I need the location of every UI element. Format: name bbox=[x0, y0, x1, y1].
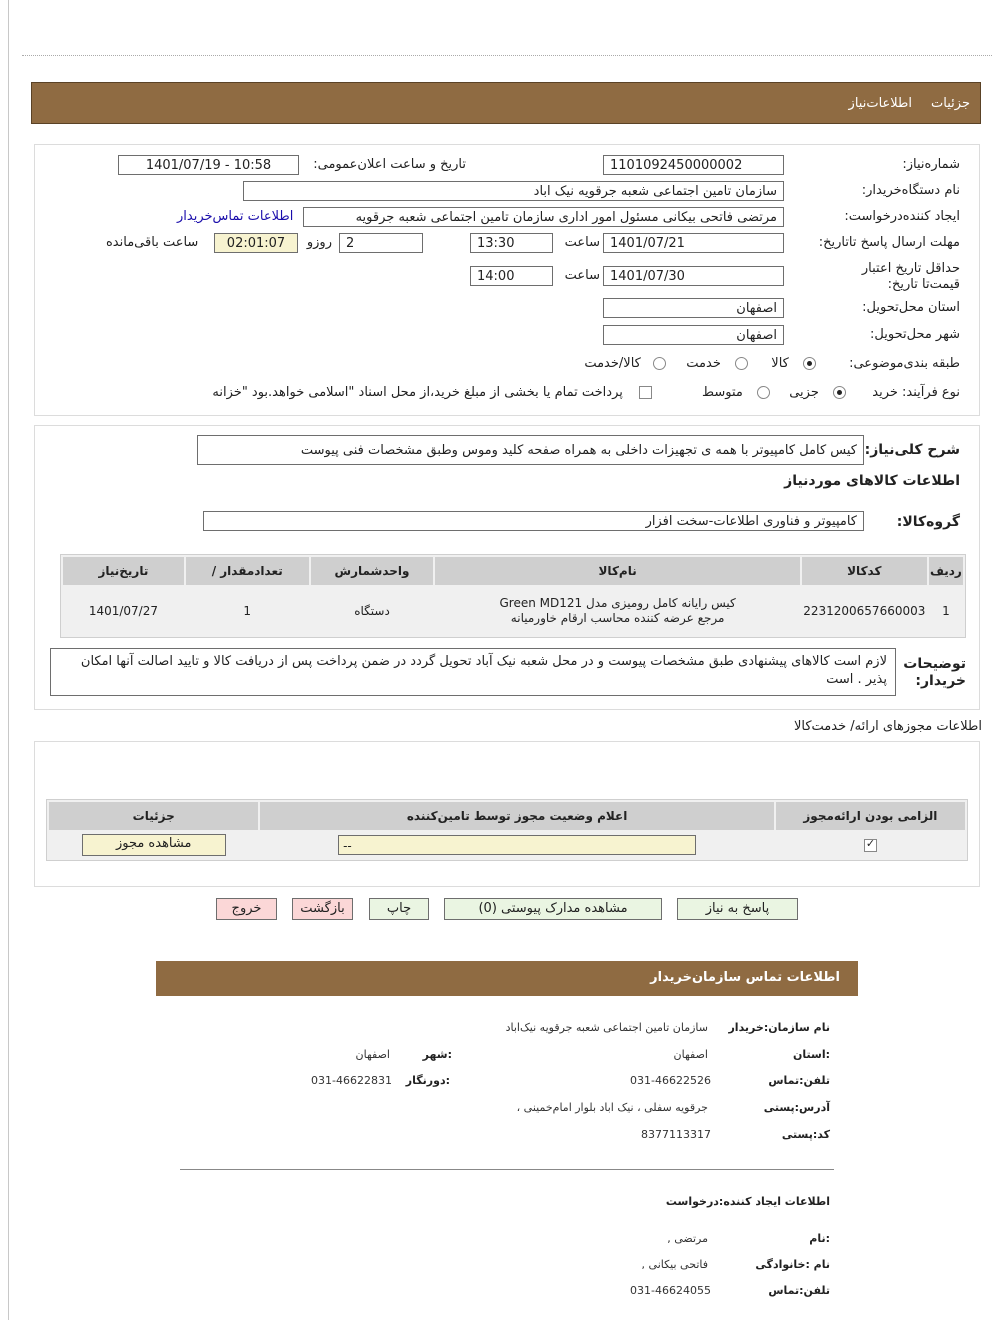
remaining-time-field: 02:01:07 bbox=[214, 233, 298, 253]
buyer-org-label: نام دستگاه‌خریدار: bbox=[861, 183, 960, 198]
city-label: شهر محل‌تحویل: bbox=[870, 327, 960, 342]
view-permit-button[interactable]: مشاهده مجوز bbox=[82, 834, 226, 856]
creator-phone-label: تلفن:تماس bbox=[768, 1284, 830, 1297]
contact-divider bbox=[180, 1169, 834, 1170]
contact-city-label: :شهر bbox=[422, 1048, 452, 1061]
goods-info-title: اطلاعات کالاهای موردنیاز bbox=[784, 473, 960, 489]
remaining-label: ساعت باقی‌مانده bbox=[106, 235, 199, 250]
goods-group-field: کامپیوتر و فناوری اطلاعات-سخت افزار bbox=[203, 511, 864, 531]
permits-table bbox=[47, 800, 967, 860]
creator-family-value: فاتحی بیکانی , bbox=[641, 1258, 708, 1271]
payment-note: پرداخت تمام یا بخشی از مبلغ خرید،از محل اسناد "اسلامی خواهد.بود "خزانه bbox=[212, 385, 623, 400]
goods-table-wrap bbox=[60, 554, 966, 638]
contact-org-value: سازمان تامین اجتماعی شعبه جرقویه نیک‌اباد bbox=[505, 1021, 708, 1034]
radio-both-label: کالا/خدمت bbox=[584, 356, 641, 371]
contact-org-label: نام سازمان:خریدار bbox=[728, 1021, 830, 1034]
province-label: استان محل‌تحویل: bbox=[862, 300, 960, 315]
radio-goods-label: کالا bbox=[771, 356, 789, 371]
col-details: جزئیات bbox=[49, 802, 258, 830]
table-row bbox=[49, 832, 965, 858]
validity-label: حداقل تاریخ اعتبار قیمت‌تا تاریخ: bbox=[861, 261, 960, 292]
col-required: الزامی بودن ارائه‌مجوز bbox=[776, 802, 965, 830]
contact-fax-value: 031-46622831 bbox=[311, 1074, 392, 1087]
cell-name bbox=[435, 587, 799, 635]
category-radio-service[interactable] bbox=[686, 356, 748, 371]
category-radio-both[interactable] bbox=[584, 356, 666, 371]
print-button[interactable]: چاپ bbox=[369, 898, 429, 920]
deadline-time-label: ساعت bbox=[564, 235, 600, 250]
required-checkbox[interactable] bbox=[864, 839, 877, 852]
category-radio-goods[interactable] bbox=[771, 356, 816, 371]
creator-phone-value: 031-46624055 bbox=[630, 1284, 711, 1297]
radio-service[interactable] bbox=[735, 357, 748, 370]
process-radio-minor[interactable] bbox=[789, 385, 846, 400]
contact-fax-label: :دورنگار bbox=[405, 1074, 450, 1087]
radio-goods[interactable] bbox=[803, 357, 816, 370]
buyer-notes-label: توضیحات خریدار: bbox=[903, 656, 966, 689]
breadcrumb-need-info[interactable]: اطلاعات‌نیاز bbox=[848, 96, 912, 111]
deadline-time-field: 13:30 bbox=[470, 233, 553, 253]
goods-table bbox=[61, 555, 965, 637]
need-number-field: 1101092450000002 bbox=[603, 155, 784, 175]
radio-minor[interactable] bbox=[833, 386, 846, 399]
radio-minor-label: جزیی bbox=[789, 385, 819, 400]
days-label: روزو bbox=[306, 235, 332, 250]
contact-phone-value: 031-46622526 bbox=[630, 1074, 711, 1087]
contact-phone-label: تلفن:تماس bbox=[768, 1074, 830, 1087]
col-qty: تعداد‌مقدار / bbox=[186, 557, 309, 585]
announce-field: 1401/07/19 - 10:58 bbox=[118, 155, 299, 175]
radio-medium-label: متوسط bbox=[702, 385, 743, 400]
top-dotted-rule bbox=[22, 55, 992, 56]
payment-checkbox-row[interactable] bbox=[212, 385, 652, 400]
col-row: ردیف bbox=[929, 557, 963, 585]
cell-qty: 1 bbox=[243, 604, 252, 618]
contact-postal-value: 8377113317 bbox=[641, 1128, 711, 1141]
col-code: کدکالا bbox=[802, 557, 927, 585]
cell-name-text: کیس رایانه کامل رومیزی مدل Green MD121 مرجع عرضه کننده محاسب ارقام خاورمیانه bbox=[499, 596, 736, 625]
col-date: تاریخ‌نیاز bbox=[63, 557, 184, 585]
description-label: شرح کلی‌نیاز: bbox=[864, 442, 960, 458]
process-radio-medium[interactable] bbox=[702, 385, 770, 400]
process-label: نوع فرآیند: خرید bbox=[872, 385, 960, 400]
creator-label: ایجاد کننده‌درخواست: bbox=[844, 209, 960, 224]
col-status: اعلام وضعیت مجوز توسط تامین‌کننده bbox=[260, 802, 773, 830]
payment-checkbox[interactable] bbox=[639, 386, 652, 399]
buyer-org-field: سازمان تامین اجتماعی شعبه جرقویه نیک اباد bbox=[243, 181, 784, 201]
creator-family-label: نام :خانوادگی bbox=[755, 1258, 830, 1271]
creator-name-label: :نام bbox=[809, 1232, 830, 1245]
left-border bbox=[8, 0, 9, 1320]
cell-code: 2231200657660003 bbox=[803, 604, 926, 618]
province-field: اصفهان bbox=[603, 298, 784, 318]
col-unit: واحدشمارش bbox=[311, 557, 434, 585]
category-label: طبقه بندی‌موضوعی: bbox=[849, 356, 960, 371]
validity-date-field: 1401/07/30 bbox=[603, 266, 784, 286]
cell-unit: دستگاه bbox=[354, 604, 390, 618]
contact-header-bar bbox=[156, 961, 858, 996]
validity-time-label: ساعت bbox=[564, 268, 600, 283]
reply-button[interactable]: پاسخ به نیاز bbox=[677, 898, 798, 920]
contact-header-title: اطلاعات تماس سازمان‌خریدار bbox=[650, 970, 840, 985]
radio-both[interactable] bbox=[653, 357, 666, 370]
permits-table-wrap bbox=[46, 799, 968, 861]
cell-required bbox=[776, 832, 965, 858]
view-docs-button[interactable]: مشاهده مدارک پیوستی (0) bbox=[444, 898, 662, 920]
contact-province-value: اصفهان bbox=[673, 1048, 708, 1061]
top-header-bar bbox=[31, 82, 981, 124]
permits-table-header bbox=[49, 802, 965, 830]
creator-name-value: مرتضی , bbox=[667, 1232, 708, 1245]
table-row bbox=[63, 587, 963, 635]
radio-medium[interactable] bbox=[757, 386, 770, 399]
creator-field: مرتضی فاتحی بیکانی مسئول امور اداری سازمان تامین اجتماعی شعبه جرقویه bbox=[303, 207, 784, 227]
cell-status bbox=[260, 832, 773, 858]
contact-postal-label: کد:پستی bbox=[781, 1128, 830, 1141]
goods-group-label: گروه‌کالا: bbox=[896, 514, 960, 530]
cell-details bbox=[49, 832, 258, 858]
cell-date: 1401/07/27 bbox=[88, 604, 158, 618]
deadline-label: مهلت ارسال پاسخ تا‌تاریخ: bbox=[818, 235, 960, 250]
contact-province-label: :استان bbox=[793, 1048, 830, 1061]
contact-address-value: جرقویه سفلی ، نیک اباد بلوار امام‌خمینی ، bbox=[516, 1101, 708, 1114]
check-icon: ✓ bbox=[865, 837, 876, 850]
cell-row: 1 bbox=[942, 604, 950, 618]
validity-time-field: 14:00 bbox=[470, 266, 553, 286]
description-field: کیس کامل کامپیوتر با همه ی تجهیزات داخلی به همراه صفحه کلید وموس وطبق مشخصات فنی پیوست bbox=[197, 435, 864, 465]
goods-table-header bbox=[63, 557, 963, 585]
days-field: 2 bbox=[339, 233, 423, 253]
back-button[interactable]: بازگشت bbox=[292, 898, 353, 920]
contact-address-label: آدرس:پستی bbox=[763, 1101, 830, 1114]
contact-city-value: اصفهان bbox=[355, 1048, 390, 1061]
deadline-date-field: 1401/07/21 bbox=[603, 233, 784, 253]
creator-section-title: اطلاعات ایجاد کننده:درخواست bbox=[665, 1195, 830, 1208]
need-number-label: شماره‌نیاز: bbox=[902, 157, 960, 172]
exit-button[interactable]: خروج bbox=[216, 898, 277, 920]
buyer-notes-field: لازم است کالاهای پیشنهادی طبق مشخصات پیوست و در محل شعبه نیک آباد تحویل گردد در ضمن پرداخت پس از دریافت کالا و تایید اصالت آنها امکان پذیر . است bbox=[50, 648, 896, 696]
city-field: اصفهان bbox=[603, 325, 784, 345]
radio-service-label: خدمت bbox=[686, 356, 721, 371]
breadcrumb-details[interactable]: جزئیات bbox=[931, 96, 970, 111]
permits-title: اطلاعات مجوزهای ارائه/ خدمت‌کالا bbox=[793, 719, 982, 734]
buyer-contact-link[interactable]: اطلاعات تماس‌خریدار bbox=[177, 209, 294, 224]
announce-label: تاریخ و ساعت اعلان‌عمومی: bbox=[313, 157, 466, 172]
permit-status-field[interactable]: -- bbox=[338, 835, 696, 855]
col-name: نام‌کالا bbox=[435, 557, 799, 585]
